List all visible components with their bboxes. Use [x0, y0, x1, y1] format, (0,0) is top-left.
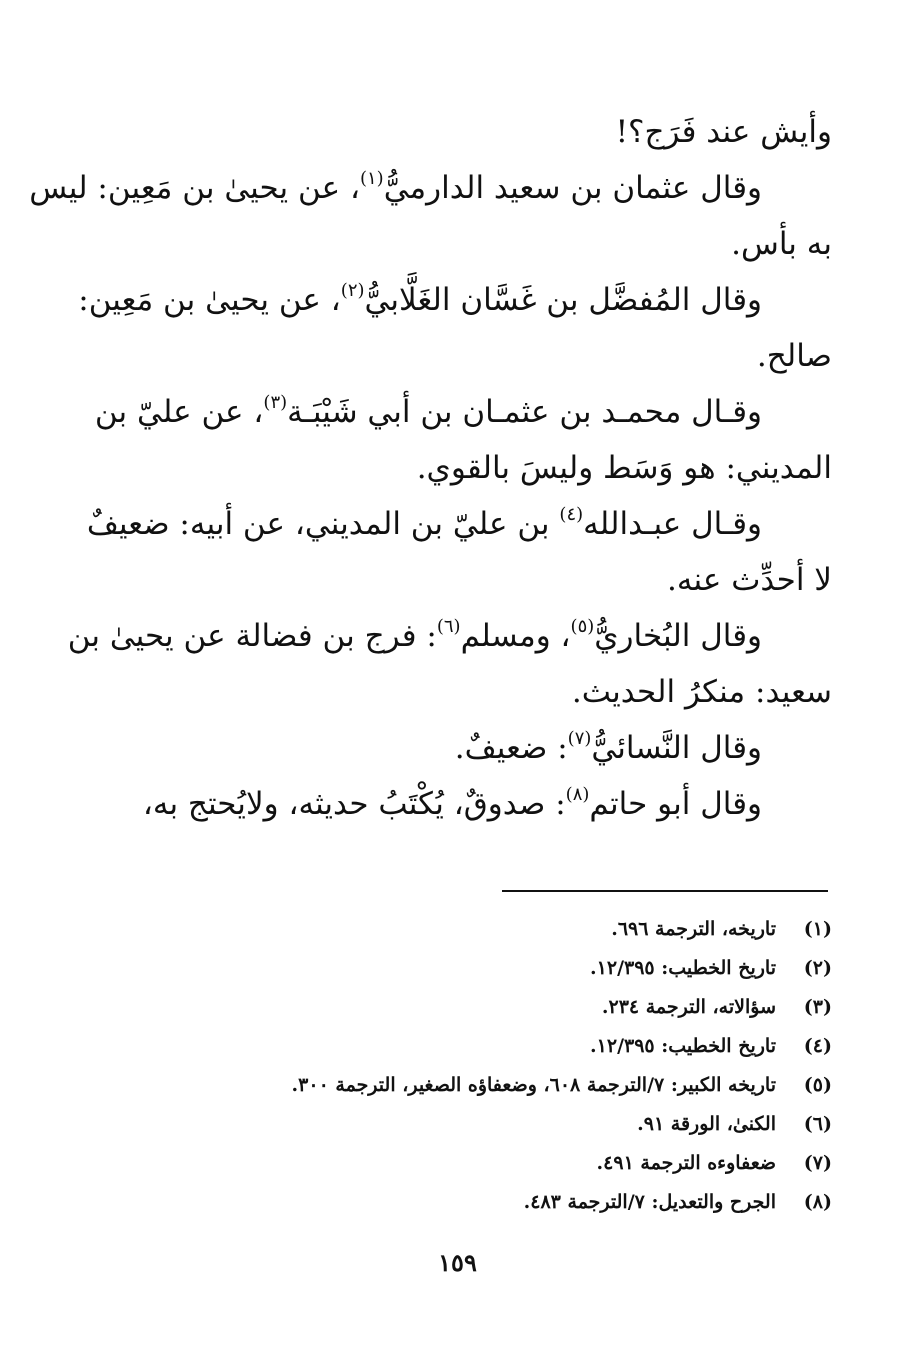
- footnote-marker[interactable]: (٧): [567, 728, 592, 749]
- footnote-text: ضعفاوءه الترجمة ٤٩١.: [596, 1152, 776, 1174]
- footnote-marker[interactable]: (٥): [570, 616, 595, 637]
- footnote-number: (٦): [803, 1113, 832, 1135]
- text-line: وقـال عبـدالله$^{(٤)}$ بن عليّ بن المديني، عن أبيه: ضعيفٌ: [86, 504, 762, 542]
- footnote-number: (٧): [803, 1152, 832, 1174]
- footnote-number: (٥): [803, 1074, 832, 1096]
- footnote: [200, 1066, 832, 1105]
- footnote-text: الجرح والتعديل: ٧/الترجمة ٤٨٣.: [523, 1191, 776, 1213]
- footnote-number: (٢): [803, 957, 832, 979]
- text-line: سعيد: منكرُ الحديث.: [571, 674, 832, 710]
- footnote-number: (١): [803, 918, 832, 940]
- footnote: [200, 1183, 832, 1222]
- text-line: وقال النَّسائيُّ$^{(٧)}$: ضعيفٌ.: [454, 728, 762, 766]
- footnote-divider: [502, 890, 828, 892]
- footnote: [200, 1144, 832, 1183]
- footnote-text: تاريخه الكبير: ٧/الترجمة ٦٠٨، وضعفاؤه الصغير، الترجمة ٣٠٠.: [291, 1074, 776, 1096]
- main-text: [29, 104, 832, 832]
- text-line: وقال المُفضَّل بن غَسَّان الغَلَّابيُّ$^{(٢)}$، عن يحيىٰ بن مَعِين:: [78, 280, 762, 318]
- footnote-text: تاريخ الخطيب: ١٢/٣٩٥.: [590, 1035, 776, 1057]
- text-line: لا أحدِّث عنه.: [667, 562, 832, 598]
- footnote-text: تاريخ الخطيب: ١٢/٣٩٥.: [590, 957, 776, 979]
- footnote-marker[interactable]: (١): [359, 168, 384, 189]
- footnote-marker[interactable]: (٣): [263, 392, 288, 413]
- footnote-marker[interactable]: (٦): [436, 616, 461, 637]
- footnote: [200, 949, 832, 988]
- footnote-number: (٤): [803, 1035, 832, 1057]
- footnote: [200, 1105, 832, 1144]
- footnote-text: الكنىٰ، الورقة ٩١.: [637, 1113, 776, 1135]
- text-line: وقـال محمـد بن عثمـان بن أبي شَيْبَـة$^{(٣)}$، عن عليّ بن: [94, 392, 762, 430]
- footnotes: [200, 910, 832, 1222]
- footnote-marker[interactable]: (٤): [559, 504, 584, 525]
- footnote: [200, 1027, 832, 1066]
- text-line: المديني: هو وَسَط وليسَ بالقوي.: [416, 450, 832, 486]
- footnote-marker[interactable]: (٢): [340, 280, 365, 301]
- page-number: ١٥٩: [438, 1248, 477, 1277]
- footnote: [200, 988, 832, 1027]
- footnote-number: (٣): [803, 996, 832, 1018]
- text-line: وأيش عند فَرَج؟!: [615, 114, 832, 150]
- text-line: وقال البُخاريُّ$^{(٥)}$، ومسلم$^{(٦)}$: فرج بن فضالة عن يحيىٰ بن: [67, 616, 762, 654]
- text-line: صالح.: [756, 338, 832, 374]
- footnote-text: تاريخه، الترجمة ٦٩٦.: [611, 918, 776, 940]
- footnote-number: (٨): [803, 1191, 832, 1213]
- text-line: وقال عثمان بن سعيد الدارميُّ$^{(١)}$، عن يحيىٰ بن مَعِين: ليس: [29, 168, 762, 206]
- footnote-marker[interactable]: (٨): [565, 784, 590, 805]
- footnote-text: سؤالاته، الترجمة ٢٣٤.: [601, 996, 776, 1018]
- text-line: وقال أبو حاتم$^{(٨)}$: صدوقٌ، يُكْتَبُ حديثه، ولايُحتج به،: [142, 784, 762, 822]
- text-line: به بأس.: [731, 226, 832, 262]
- footnote: [200, 910, 832, 949]
